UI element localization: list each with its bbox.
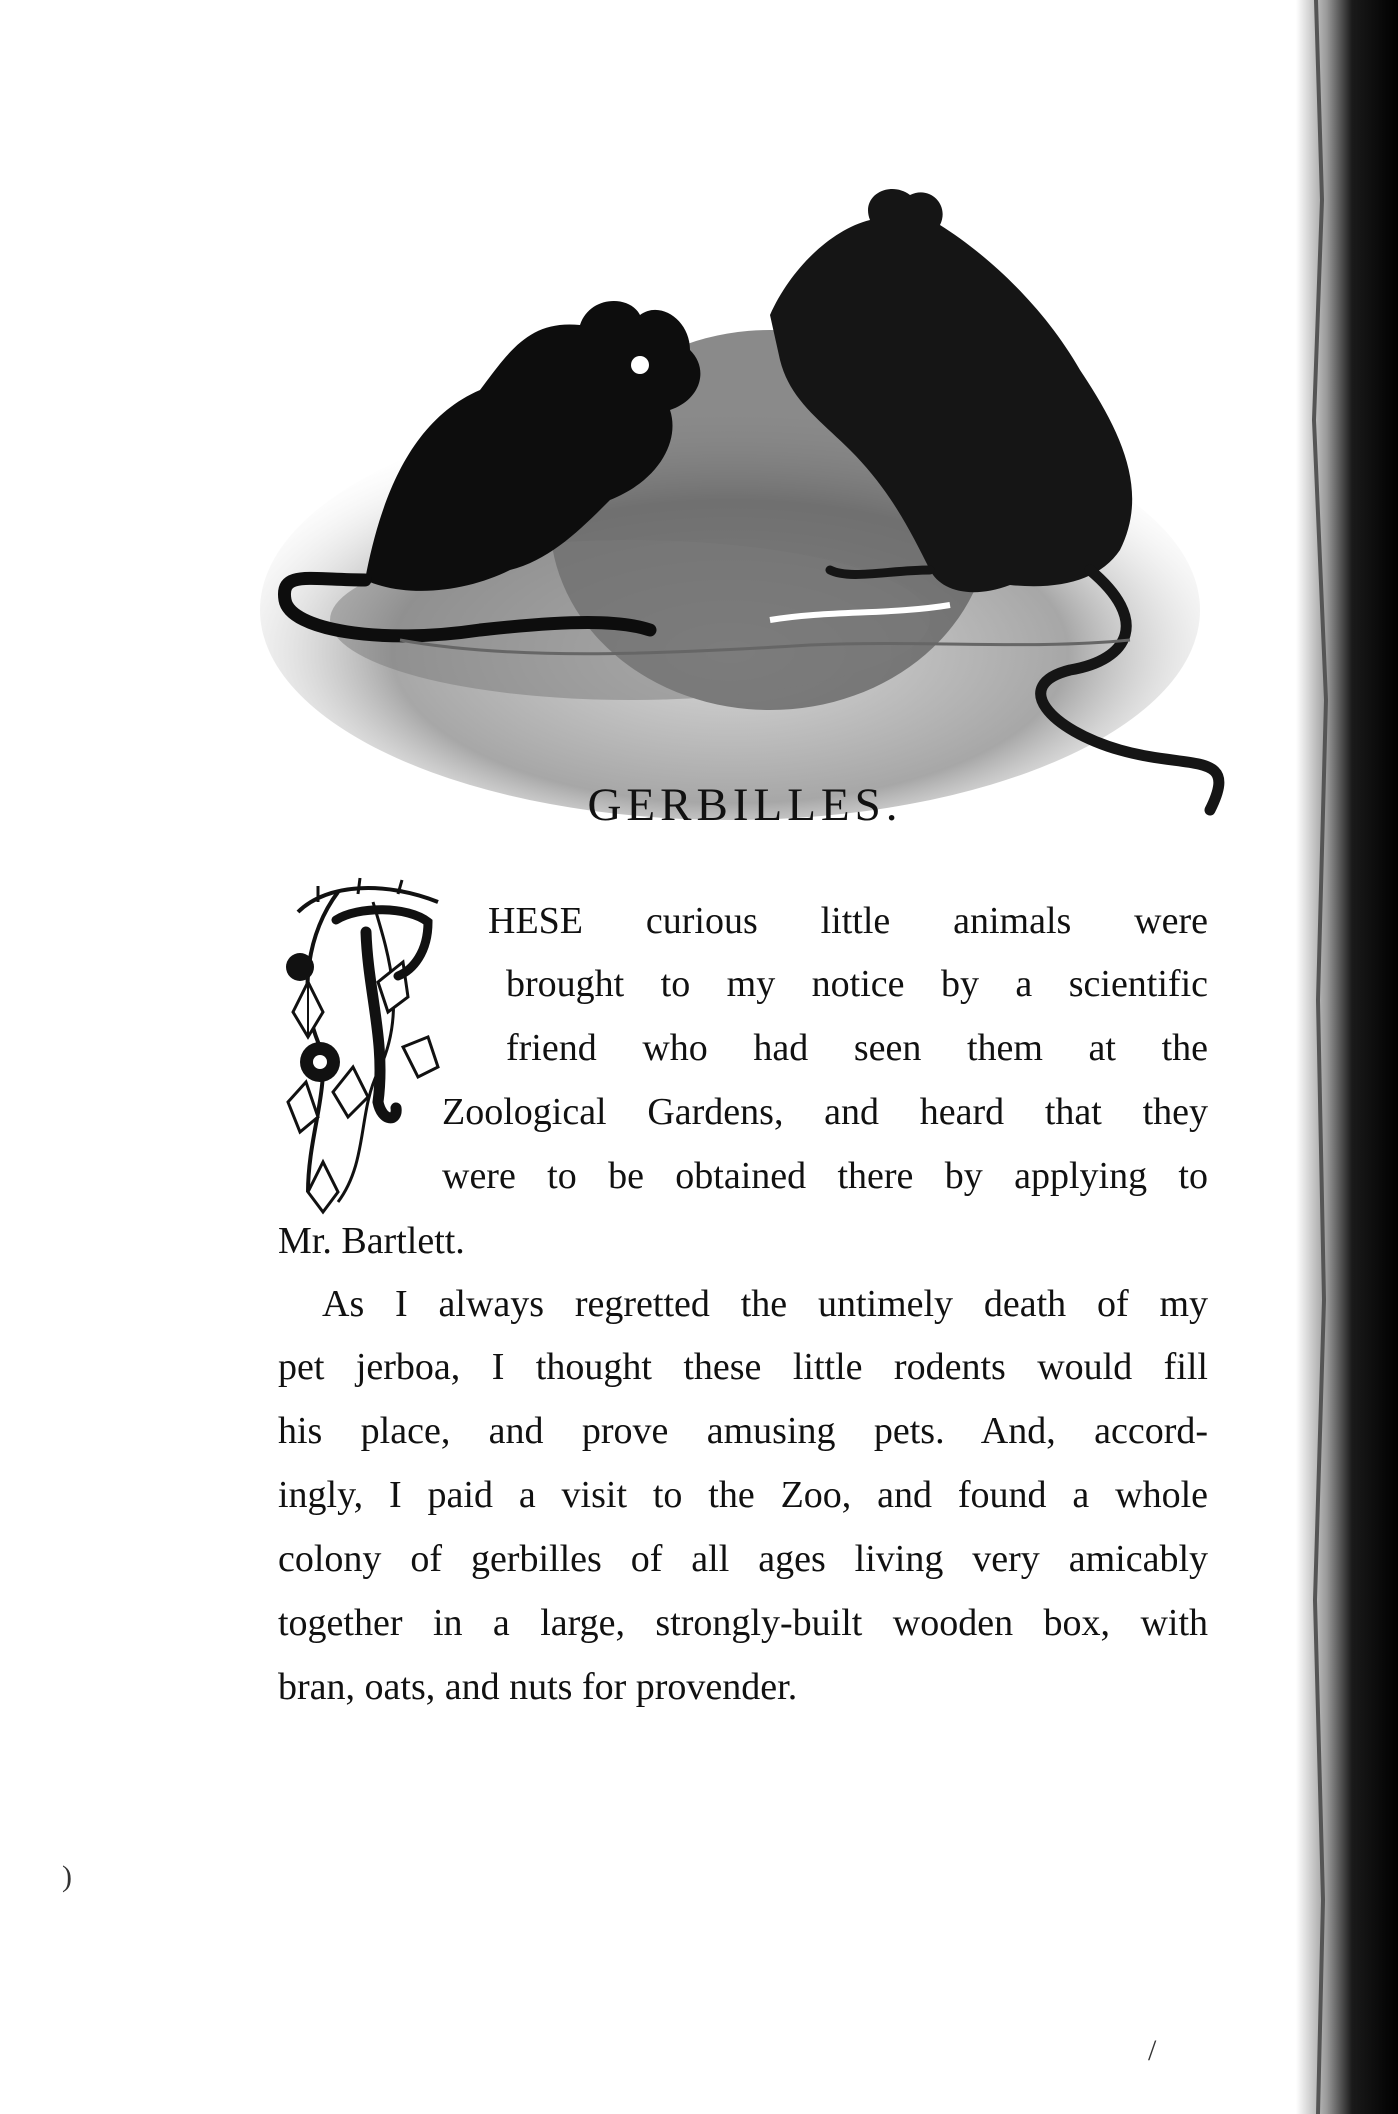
paragraph-2-line-4: ingly, I paid a visit to the Zoo, and found a whole	[278, 1474, 1208, 1516]
paragraph-2-line-7: bran, oats, and nuts for provender.	[278, 1666, 798, 1708]
paragraph-1-line-1: HESE curious little animals were	[488, 900, 1208, 942]
chapter-title: GERBILLES.	[587, 779, 903, 831]
paragraph-2-line-5: colony of gerbilles of all ages living very amicably	[278, 1538, 1208, 1580]
paragraph-1-line-6: Mr. Bartlett.	[278, 1220, 465, 1262]
book-spine-shadow	[1296, 0, 1398, 2114]
paragraph-2-line-2: pet jerboa, I thought these little rodents would fill	[278, 1346, 1208, 1388]
paragraph-1-line-3: friend who had seen them at the	[506, 1027, 1208, 1069]
paragraph-2-line-6: together in a large, strongly-built wooden box, with	[278, 1602, 1208, 1644]
paragraph-1-line-2: brought to my notice by a scientific	[506, 963, 1208, 1005]
paragraph-2-line-1: As I always regretted the untimely death of my	[322, 1283, 1208, 1325]
stray-mark: )	[62, 1860, 72, 1893]
paragraph-1-line-5: were to be obtained there by applying to	[442, 1155, 1208, 1197]
stray-mark: /	[1148, 2034, 1157, 2067]
two-gerbils-engraving-icon	[250, 100, 1240, 820]
paragraph-2-line-3: his place, and prove amusing pets. And, accord-	[278, 1410, 1208, 1452]
paragraph-1-line-4: Zoological Gardens, and heard that they	[442, 1091, 1208, 1133]
